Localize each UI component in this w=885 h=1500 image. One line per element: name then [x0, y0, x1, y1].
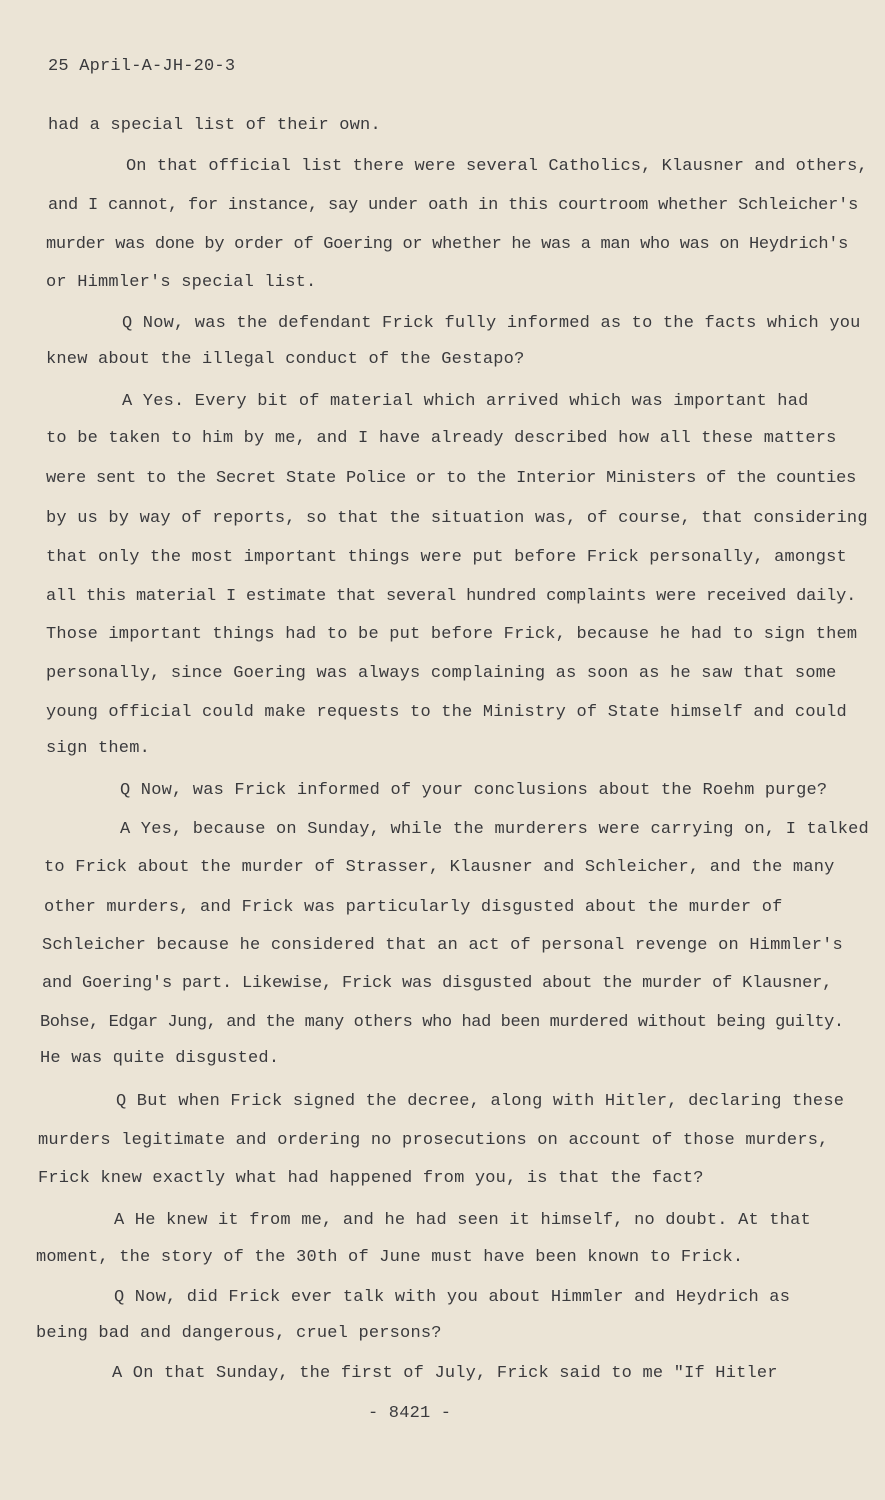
text-line: A He knew it from me, and he had seen it himself, no doubt. At that: [114, 1211, 811, 1230]
text-line: A Yes, because on Sunday, while the murderers were carrying on, I talked: [120, 820, 869, 839]
text-line: A Yes. Every bit of material which arrived which was important had: [122, 392, 809, 411]
text-line: or Himmler's special list.: [46, 273, 317, 292]
text-line: to Frick about the murder of Strasser, Klausner and Schleicher, and the many: [44, 858, 835, 877]
page-number: - 8421 -: [368, 1404, 452, 1423]
text-line: by us by way of reports, so that the situation was, of course, that considering: [46, 509, 868, 528]
text-line: Frick knew exactly what had happened from you, is that the fact?: [38, 1169, 704, 1188]
text-line: On that official list there were several Catholics, Klausner and others,: [126, 157, 868, 176]
text-line: murders legitimate and ordering no prosecutions on account of those murders,: [38, 1131, 829, 1150]
text-line: that only the most important things were put before Frick personally, amongst: [46, 548, 847, 567]
text-line: Bohse, Edgar Jung, and the many others who had been murdered without being guilty.: [40, 1013, 844, 1032]
text-line: Those important things had to be put before Frick, because he had to sign them: [46, 625, 858, 644]
text-line: A On that Sunday, the first of July, Frick said to me "If Hitler: [112, 1364, 778, 1383]
text-line: personally, since Goering was always complaining as soon as he saw that some: [46, 664, 837, 683]
text-line: knew about the illegal conduct of the Gestapo?: [46, 350, 525, 369]
text-line: sign them.: [46, 739, 151, 758]
text-line: moment, the story of the 30th of June must have been known to Frick.: [36, 1248, 744, 1267]
text-line: and I cannot, for instance, say under oath in this courtroom whether Schleicher's: [48, 196, 859, 215]
text-line: were sent to the Secret State Police or to the Interior Ministers of the counties: [46, 469, 857, 488]
page-header: 25 April-A-JH-20-3: [48, 57, 236, 76]
text-line: all this material I estimate that several hundred complaints were received daily.: [46, 587, 857, 606]
text-line: He was quite disgusted.: [40, 1049, 280, 1068]
text-line: Schleicher because he considered that an act of personal revenge on Himmler's: [42, 936, 843, 955]
text-line: young official could make requests to the Ministry of State himself and could: [46, 703, 847, 722]
text-line: and Goering's part. Likewise, Frick was disgusted about the murder of Klausner,: [42, 974, 833, 993]
text-line: murder was done by order of Goering or whether he was a man who was on Heydrich's: [46, 235, 849, 254]
text-line: other murders, and Frick was particularly disgusted about the murder of: [44, 898, 783, 917]
text-line: Q Now, was Frick informed of your conclusions about the Roehm purge?: [120, 781, 828, 800]
text-line: Q Now, was the defendant Frick fully informed as to the facts which you: [122, 314, 861, 333]
text-line: to be taken to him by me, and I have already described how all these matters: [46, 429, 837, 448]
text-line: being bad and dangerous, cruel persons?: [36, 1324, 442, 1343]
text-line: Q But when Frick signed the decree, along with Hitler, declaring these: [116, 1092, 845, 1111]
text-line: Q Now, did Frick ever talk with you about Himmler and Heydrich as: [114, 1288, 791, 1307]
text-line: had a special list of their own.: [48, 116, 381, 135]
